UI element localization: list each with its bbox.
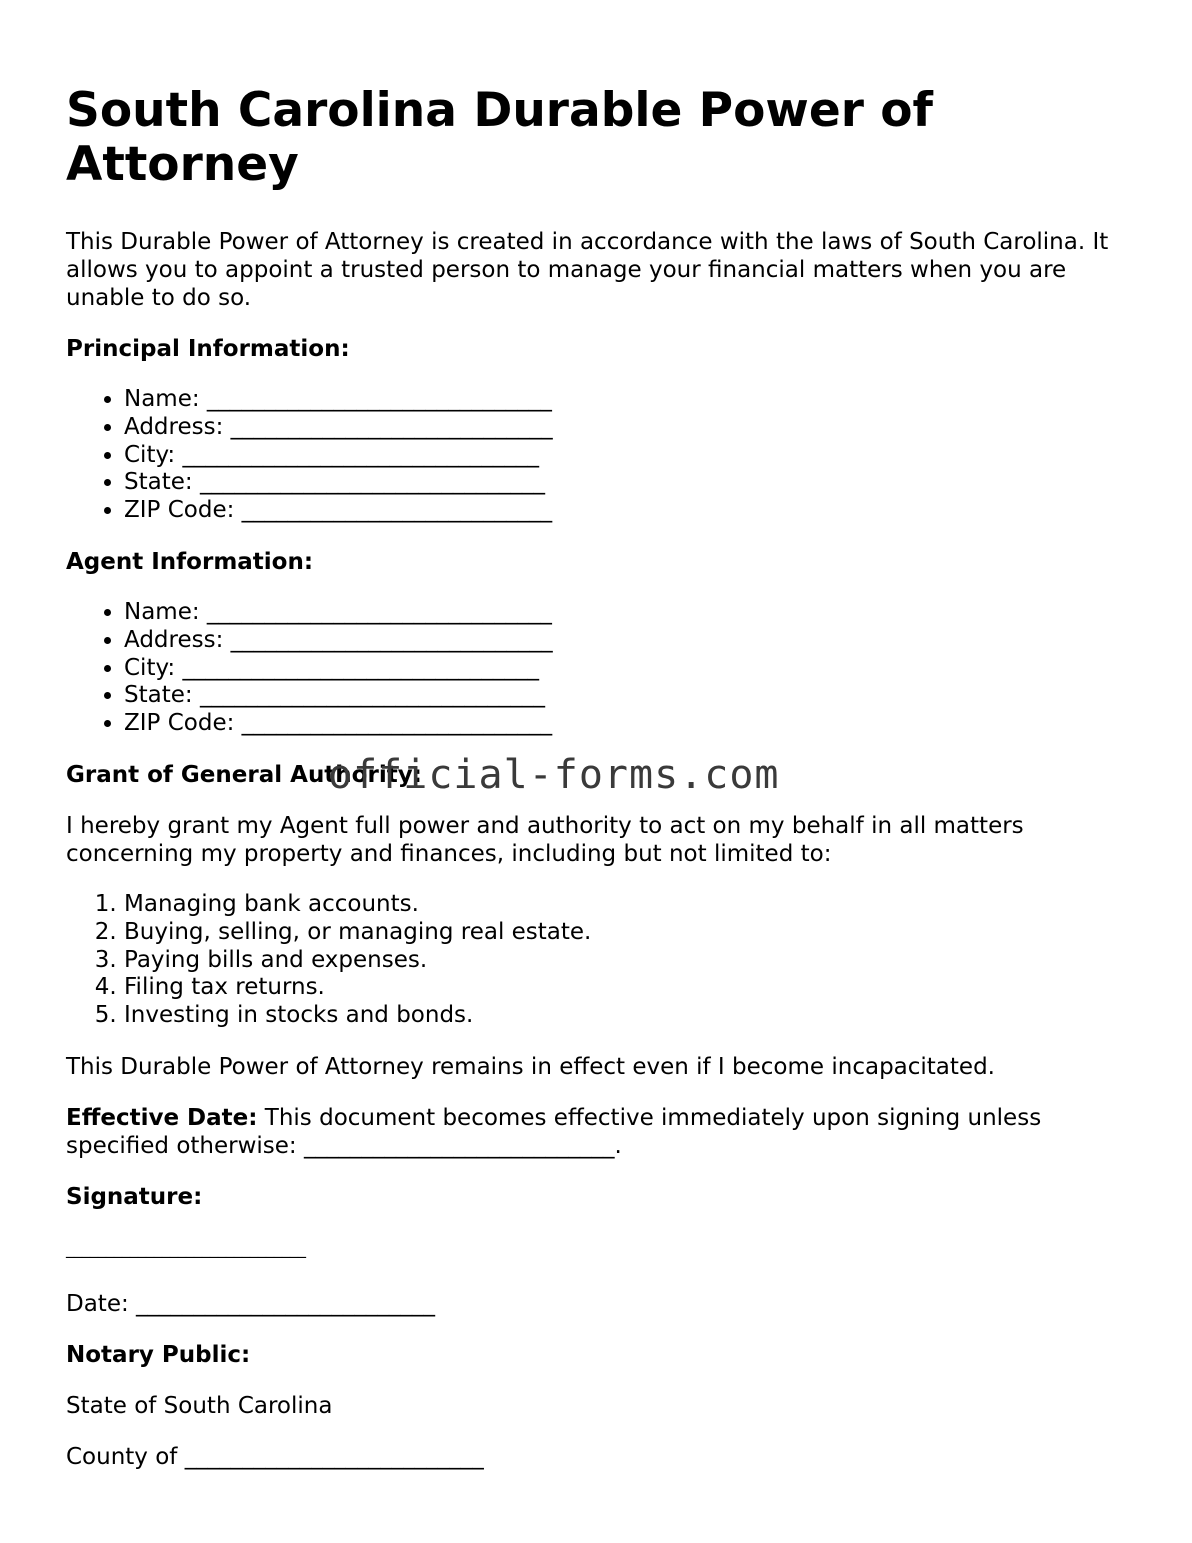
durability-paragraph: This Durable Power of Attorney remains in effect even if I become incapacitated. — [66, 1053, 995, 1080]
notary-heading: Notary Public: — [66, 1341, 251, 1368]
principal-fields-list — [66, 386, 1136, 525]
effective-date-field[interactable]: This document becomes effective immediately upon signing unless specified otherwise: ___________________________. — [66, 1104, 1042, 1159]
signature-line-text: ______________________________ — [66, 1238, 306, 1258]
signature-date-field[interactable]: Date: __________________________ — [66, 1290, 436, 1317]
notary-county-field[interactable]: County of __________________________ — [66, 1443, 484, 1470]
power-item: 2. Buying, selling, or managing real estate. — [124, 919, 1136, 947]
effective-date-label: Effective Date: — [66, 1104, 258, 1131]
principal-state-field[interactable]: • State: ______________________________ — [124, 469, 1136, 497]
agent-address-field[interactable]: • Address: ____________________________ — [124, 627, 1136, 655]
agent-heading: Agent Information: — [66, 548, 314, 575]
power-item: 5. Investing in stocks and bonds. — [124, 1002, 1136, 1030]
authority-powers-list — [66, 891, 1136, 1030]
principal-zip-field[interactable]: • ZIP Code: ___________________________ — [124, 497, 1136, 525]
agent-state-field[interactable]: • State: ______________________________ — [124, 682, 1136, 710]
effective-date-paragraph — [66, 1104, 1136, 1160]
power-item: 1. Managing bank accounts. — [124, 891, 1136, 919]
power-item: 4. Filing tax returns. — [124, 974, 1136, 1002]
intro-paragraph: This Durable Power of Attorney is created in accordance with the laws of South Carolina. It allows you to appoint a trusted person to manage your financial matters when you are unable to do so. — [66, 229, 1109, 311]
principal-name-field[interactable]: • Name: ______________________________ — [124, 386, 1136, 414]
authority-heading: Grant of General Authority: — [66, 761, 422, 788]
principal-heading: Principal Information: — [66, 336, 350, 362]
watermark-text: official-forms.com — [328, 752, 780, 798]
power-item: 3. Paying bills and expenses. — [124, 947, 1136, 975]
signature-heading: Signature: — [66, 1183, 203, 1210]
agent-city-field[interactable]: • City: _______________________________ — [124, 655, 1136, 683]
notary-state: State of South Carolina — [66, 1392, 333, 1419]
agent-fields-list — [66, 599, 1136, 738]
principal-city-field[interactable]: • City: _______________________________ — [124, 442, 1136, 470]
page-title: South Carolina Durable Power of Attorney — [66, 83, 933, 192]
agent-zip-field[interactable]: • ZIP Code: ___________________________ — [124, 710, 1136, 738]
signature-line[interactable] — [66, 1239, 1136, 1267]
agent-name-field[interactable]: • Name: ______________________________ — [124, 599, 1136, 627]
principal-address-field[interactable]: • Address: ____________________________ — [124, 414, 1136, 442]
authority-paragraph: I hereby grant my Agent full power and authority to act on my behalf in all matters concerning my property and finances, including but not limited to: — [66, 812, 1024, 867]
